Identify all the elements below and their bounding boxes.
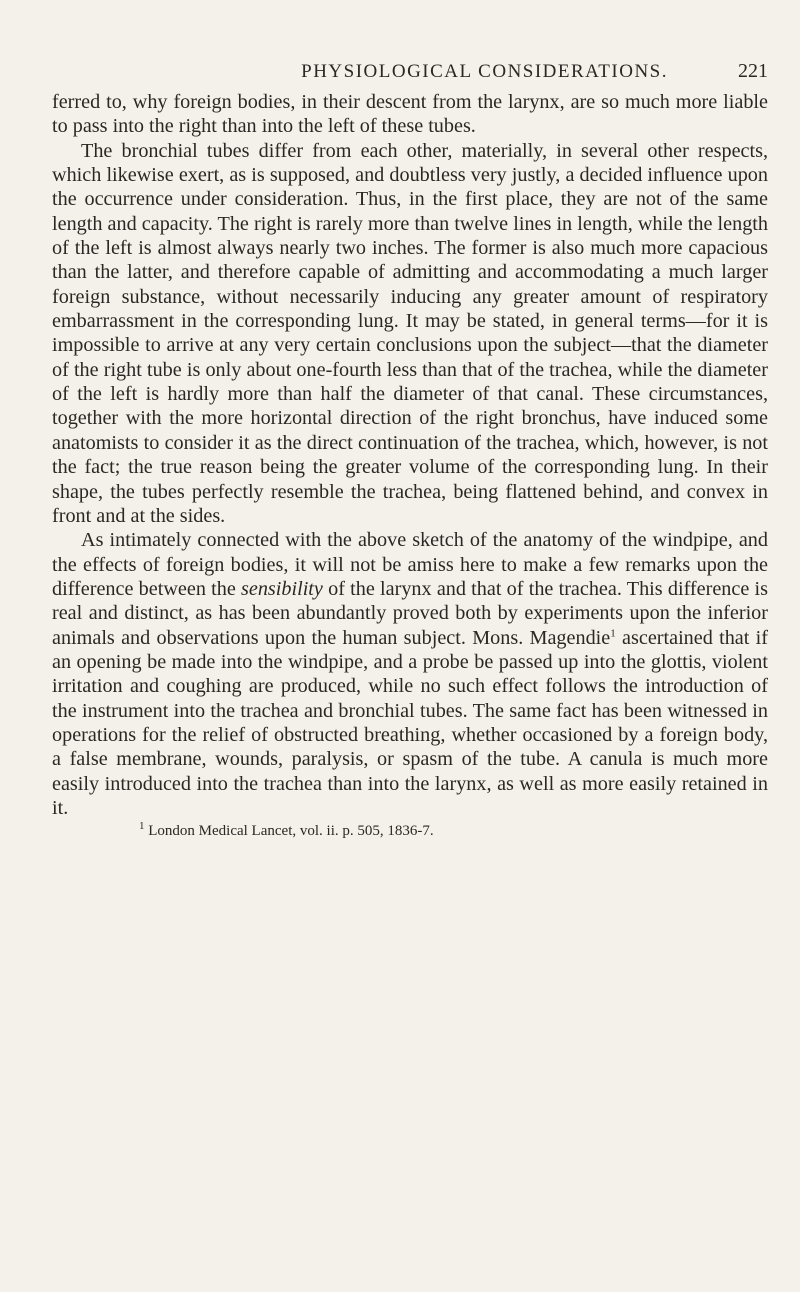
running-head: PHYSIOLOGICAL CONSIDERATIONS.: [301, 61, 668, 82]
footnote: [139, 821, 768, 841]
paragraph-text-part: ascertained that if an opening be made into the windpipe, and a probe be passed up into the glottis, violent irritation and coughing are produced, while no such effect follows the introduction of the instrument into the trachea and bronchial tubes. The same fact has been witnessed in operations for the relief of obstructed breathing, whether occasioned by a foreign body, a false membrane, wounds, paralysis, or spasm of the tube. A canula is much more easily introduced into the trachea than into the larynx, as well as more easily retained in it.: [52, 626, 768, 819]
page-number: 221: [738, 60, 768, 82]
paragraph-bronchial-tubes: The bronchial tubes differ from each other, materially, in several other respects, which likewise exert, as is supposed, and doubtless very justly, a decided influence upon the occurrence under consideration. Thus, in the first place, they are not of the same length and capacity. The right is rarely more than twelve lines in length, while the length of the left is almost always nearly two inches. The former is also much more capacious than the latter, and therefore capable of admitting and accommodating a much larger foreign substance, without necessarily inducing any greater amount of respiratory embarrassment in the corresponding lung. It may be stated, in general terms—for it is impossible to arrive at any very certain conclusions upon the subject—that the diameter of the right tube is only about one-fourth less than that of the trachea, while the diameter of the left is hardly more than half the diameter of that canal. These circumstances, together with the more horizontal direction of the right bronchus, have induced some anatomists to consider it as the direct continuation of the trachea, which, however, is not the fact; the true reason being the greater volume of the corresponding lung. In their shape, the tubes perfectly resemble the trachea, being flattened behind, and convex in front and at the sides.: [52, 139, 768, 527]
italic-term: sensibility: [241, 577, 323, 600]
book-page: [52, 60, 768, 841]
footnote-marker: 1: [139, 820, 145, 833]
paragraph-text-part: of the larynx and that of the trachea. This difference is real and distinct, as has been abundantly proved both by experiments upon the inferior animals and observations upon the human subject. Mons. Magendie: [52, 577, 768, 649]
paragraph-sensibility: [52, 528, 768, 820]
footnote-reference: 1: [610, 626, 616, 639]
body-text: [52, 90, 768, 820]
paragraph-text-part: As intimately connected with the above sketch of the anatomy of the windpipe, and the effects of foreign bodies, it will not be amiss here to make a few remarks upon the difference between the: [52, 529, 768, 600]
footnote-text: London Medical Lancet, vol. ii. p. 505, 1836-7.: [148, 823, 434, 840]
paragraph-continuation: ferred to, why foreign bodies, in their descent from the larynx, are so much more liable to pass into the right than into the left of these tubes.: [52, 91, 768, 138]
page-header: [52, 60, 768, 90]
